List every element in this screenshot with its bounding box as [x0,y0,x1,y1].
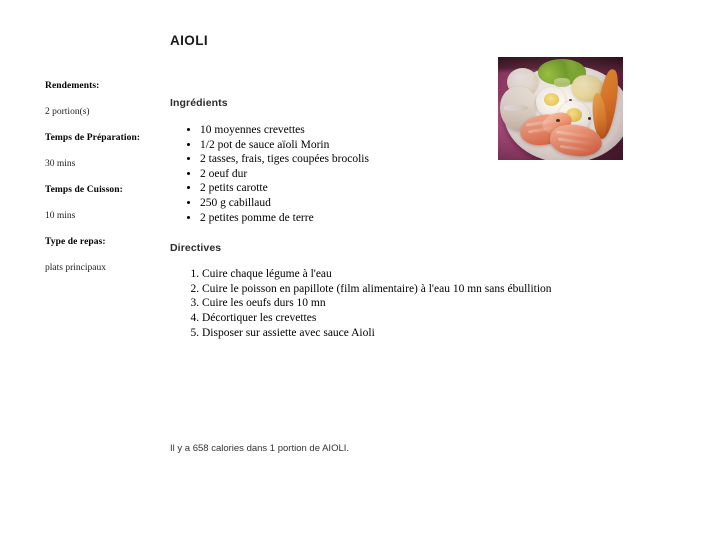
direction-list [170,267,640,340]
meta-label-yield: Rendements: [45,81,100,91]
list-item: • 2 petites pomme de terre [200,211,640,226]
list-item: • 2 petits carotte [200,181,640,196]
photo-shrimp-one [518,112,568,149]
meta-value-meal-type: plats principaux [45,263,106,273]
photo-speck [588,117,591,120]
list-item: 4. Décortiquer les crevettes [202,311,640,326]
list-item: 3. Cuire les oeufs durs 10 mn [202,296,640,311]
meta-value-yield: 2 portion(s) [45,107,90,117]
photo-egg-half-one [536,87,566,117]
meta-label-cook-time: Temps de Cuisson: [45,185,123,195]
photo-fish-flake [504,105,528,111]
page-title: AIOLI [170,33,208,48]
photo-cloth-highlight [498,103,544,160]
photo-speck [556,119,560,122]
photo-shrimp-two [548,122,604,160]
photo-potato [572,75,603,101]
photo-tablecloth [498,57,623,160]
photo-shrimp-segment [560,145,591,152]
list-item: 2. Cuire le poisson en papillote (film alimentaire) à l'eau 10 mn sans ébullition [202,282,640,297]
photo-broccoli [538,59,586,85]
photo-broccoli-stem [554,78,570,87]
list-item: • 10 moyennes crevettes [200,123,640,138]
meta-value-prep-time: 30 mins [45,159,76,169]
photo-shrimp-segment [558,138,594,146]
ingredients-heading: Ingrédients [170,97,228,109]
list-item: 5. Disposer sur assiette avec sauce Aioli [202,326,640,341]
photo-shrimp-segment [556,130,594,138]
directions-heading: Directives [170,242,222,255]
meta-label-meal-type: Type de repas: [45,237,106,247]
photo-carrot-second [591,92,609,139]
recipe-photo [498,57,623,160]
photo-egg-yolk-two [566,108,582,122]
photo-shrimp-segment [526,118,560,126]
photo-carrot [594,68,622,140]
photo-shrimp-segment [528,126,559,134]
photo-speck [569,99,572,101]
list-item: 1. Cuire chaque légume à l'eau [202,267,640,282]
list-item: • 2 tasses, frais, tiges coupées brocolis [200,152,640,167]
list-item: • 1/2 pot de sauce aïoli Morin [200,138,640,153]
photo-vignette [498,57,623,160]
nutrition-note: Il y a 658 calories dans 1 portion de AIOLI. [170,443,350,454]
photo-plate-inner [510,71,622,157]
photo-egg-yolk-one [544,93,559,106]
photo-aioli-sauce [507,68,538,96]
meta-label-prep-time: Temps de Préparation: [45,133,141,143]
meta-value-cook-time: 10 mins [45,211,76,221]
photo-cod-fish [500,87,536,131]
list-item: • 250 g cabillaud [200,196,640,211]
list-item: • 2 oeuf dur [200,167,640,182]
photo-egg-half-two [558,101,590,134]
recipe-meta-sidebar [45,80,165,274]
photo-plate [504,65,623,160]
photo-shrimp-three [540,109,575,137]
photo-backdrop-shadow [498,57,623,73]
